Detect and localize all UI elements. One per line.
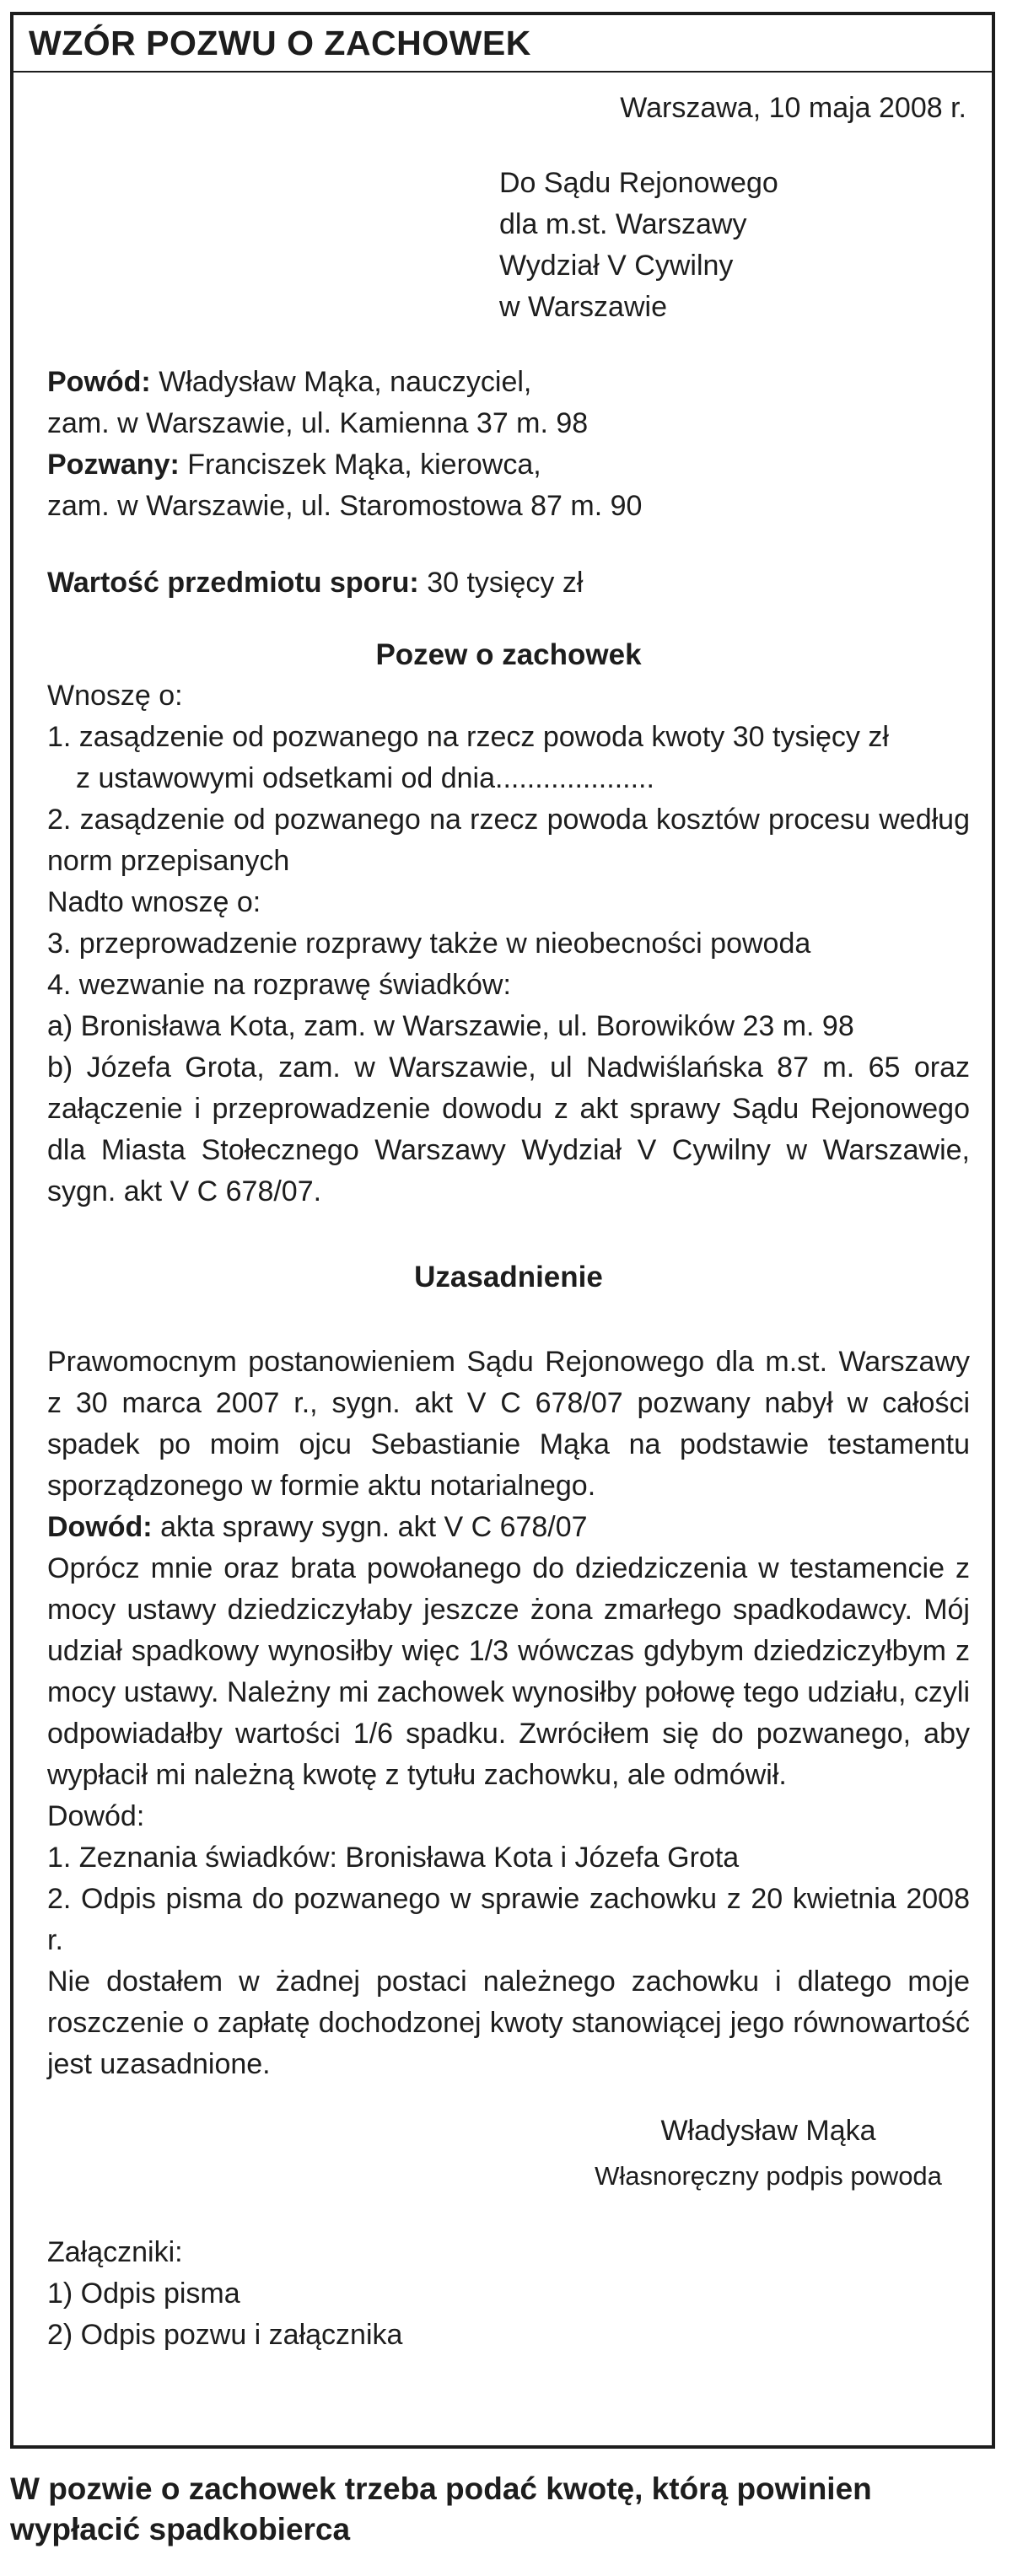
claim-item: 1. zasądzenie od pozwanego na rzecz powoda kwoty 30 tysięcy zł	[47, 721, 889, 753]
witness-item: a) Bronisława Kota, zam. w Warszawie, ul. Borowików 23 m. 98	[47, 1010, 854, 1042]
evidence-line	[47, 1507, 970, 1548]
parties	[47, 362, 970, 527]
justification-paragraph: Nie dostałem w żadnej postaci należnego zachowku i dlatego moje roszczenie o zapłatę dochodzonej kwoty stanowiącej jego równowartość jest uzasadnione.	[47, 1966, 970, 2080]
witness-item: b) Józefa Grota, zam. w Warszawie, ul Nadwiślańska 87 m. 65 oraz załączenie i przeprowadzenie dowodu z akt sprawy Sądu Rejonowego dla Miasta Stołecznego Warszawy Wydział V Cywilny w Warszawie, sygn. akt V C 678/07.	[47, 1051, 970, 1207]
evidence-label: Dowód:	[47, 1511, 153, 1543]
court-address	[499, 163, 970, 328]
defendant-label: Pozwany:	[47, 449, 180, 481]
court-line: dla m.st. Warszawy	[499, 208, 747, 240]
plaintiff-address: zam. w Warszawie, ul. Kamienna 37 m. 98	[47, 407, 589, 439]
evidence-item: 2. Odpis pisma do pozwanego w sprawie zachowku z 20 kwietnia 2008 r.	[47, 1883, 970, 1956]
claim-item-continuation: z ustawowymi odsetkami od dnia....................	[76, 762, 654, 794]
claim-item: 4. wezwanie na rozprawę świadków:	[47, 969, 511, 1001]
defendant-address: zam. w Warszawie, ul. Staromostowa 87 m. 90	[47, 490, 643, 522]
signature-block	[562, 2111, 975, 2197]
plaintiff-label: Powód:	[47, 366, 151, 398]
evidence-label: Dowód:	[47, 1800, 145, 1832]
court-line: Do Sądu Rejonowego	[499, 167, 778, 199]
attachment-item: 2) Odpis pozwu i załącznika	[47, 2319, 403, 2351]
signature-name: Władysław Mąka	[660, 2115, 876, 2147]
also-intro: Nadto wnoszę o:	[47, 886, 261, 918]
court-line: Wydział V Cywilny	[499, 250, 734, 282]
date-line: Warszawa, 10 maja 2008 r.	[620, 92, 966, 124]
claim-item: 3. przeprowadzenie rozprawy także w nieobecności powoda	[47, 928, 811, 960]
evidence-text: akta sprawy sygn. akt V C 678/07	[160, 1511, 588, 1543]
dispute-value-label: Wartość przedmiotu sporu:	[47, 567, 419, 599]
document-body	[13, 88, 992, 2356]
justification-paragraph: Prawomocnym postanowieniem Sądu Rejonowego dla m.st. Warszawy z 30 marca 2007 r., sygn. akt V C 678/07 pozwany nabył w całości spadek po moim ojcu Sebastianie Mąka na podstawie testamentu sporządzonego w formie aktu notarialnego.	[47, 1346, 970, 1502]
defendant-value: Franciszek Mąka, kierowca,	[187, 449, 541, 481]
dispute-value-text: 30 tysięcy zł	[427, 567, 584, 599]
attachment-item: 1) Odpis pisma	[47, 2278, 240, 2310]
claim-heading: Pozew o zachowek	[375, 638, 642, 671]
plaintiff-line	[47, 362, 970, 403]
dispute-value	[47, 562, 970, 604]
attachments	[47, 2232, 970, 2356]
document-title: WZÓR POZWU O ZACHOWEK	[13, 15, 992, 73]
defendant-line	[47, 444, 970, 486]
signature-caption: Własnoręczny podpis powoda	[595, 2161, 942, 2191]
claim-intro: Wnoszę o:	[47, 680, 183, 712]
plaintiff-value: Władysław Mąka, nauczyciel,	[159, 366, 532, 398]
attachments-label: Załączniki:	[47, 2236, 183, 2268]
footer-caption: W pozwie o zachowek trzeba podać kwotę, którą powinien wypłacić spadkobierca	[10, 2471, 872, 2546]
justification-heading: Uzasadnienie	[414, 1261, 603, 1293]
justification-paragraph: Oprócz mnie oraz brata powołanego do dziedziczenia w testamencie z mocy ustawy dziedziczyłaby jeszcze żona zmarłego spadkodawcy. Mój udział spadkowy wynosiłby więc 1/3 wówczas gdybym dziedziczyłbym z mocy ustawy. Należny mi zachowek wynosiłby połowę tego udziału, czyli odpowiadałby wartości 1/6 spadku. Zwróciłem się do pozwanego, aby wypłacił mi należną kwotę z tytułu zachowku, ale odmówił.	[47, 1552, 970, 1791]
evidence-item: 1. Zeznania świadków: Bronisława Kota i Józefa Grota	[47, 1842, 740, 1874]
claim-item: 2. zasądzenie od pozwanego na rzecz powoda kosztów procesu według norm przepisanych	[47, 804, 970, 877]
court-line: w Warszawie	[499, 291, 667, 323]
document-frame	[10, 12, 995, 2449]
